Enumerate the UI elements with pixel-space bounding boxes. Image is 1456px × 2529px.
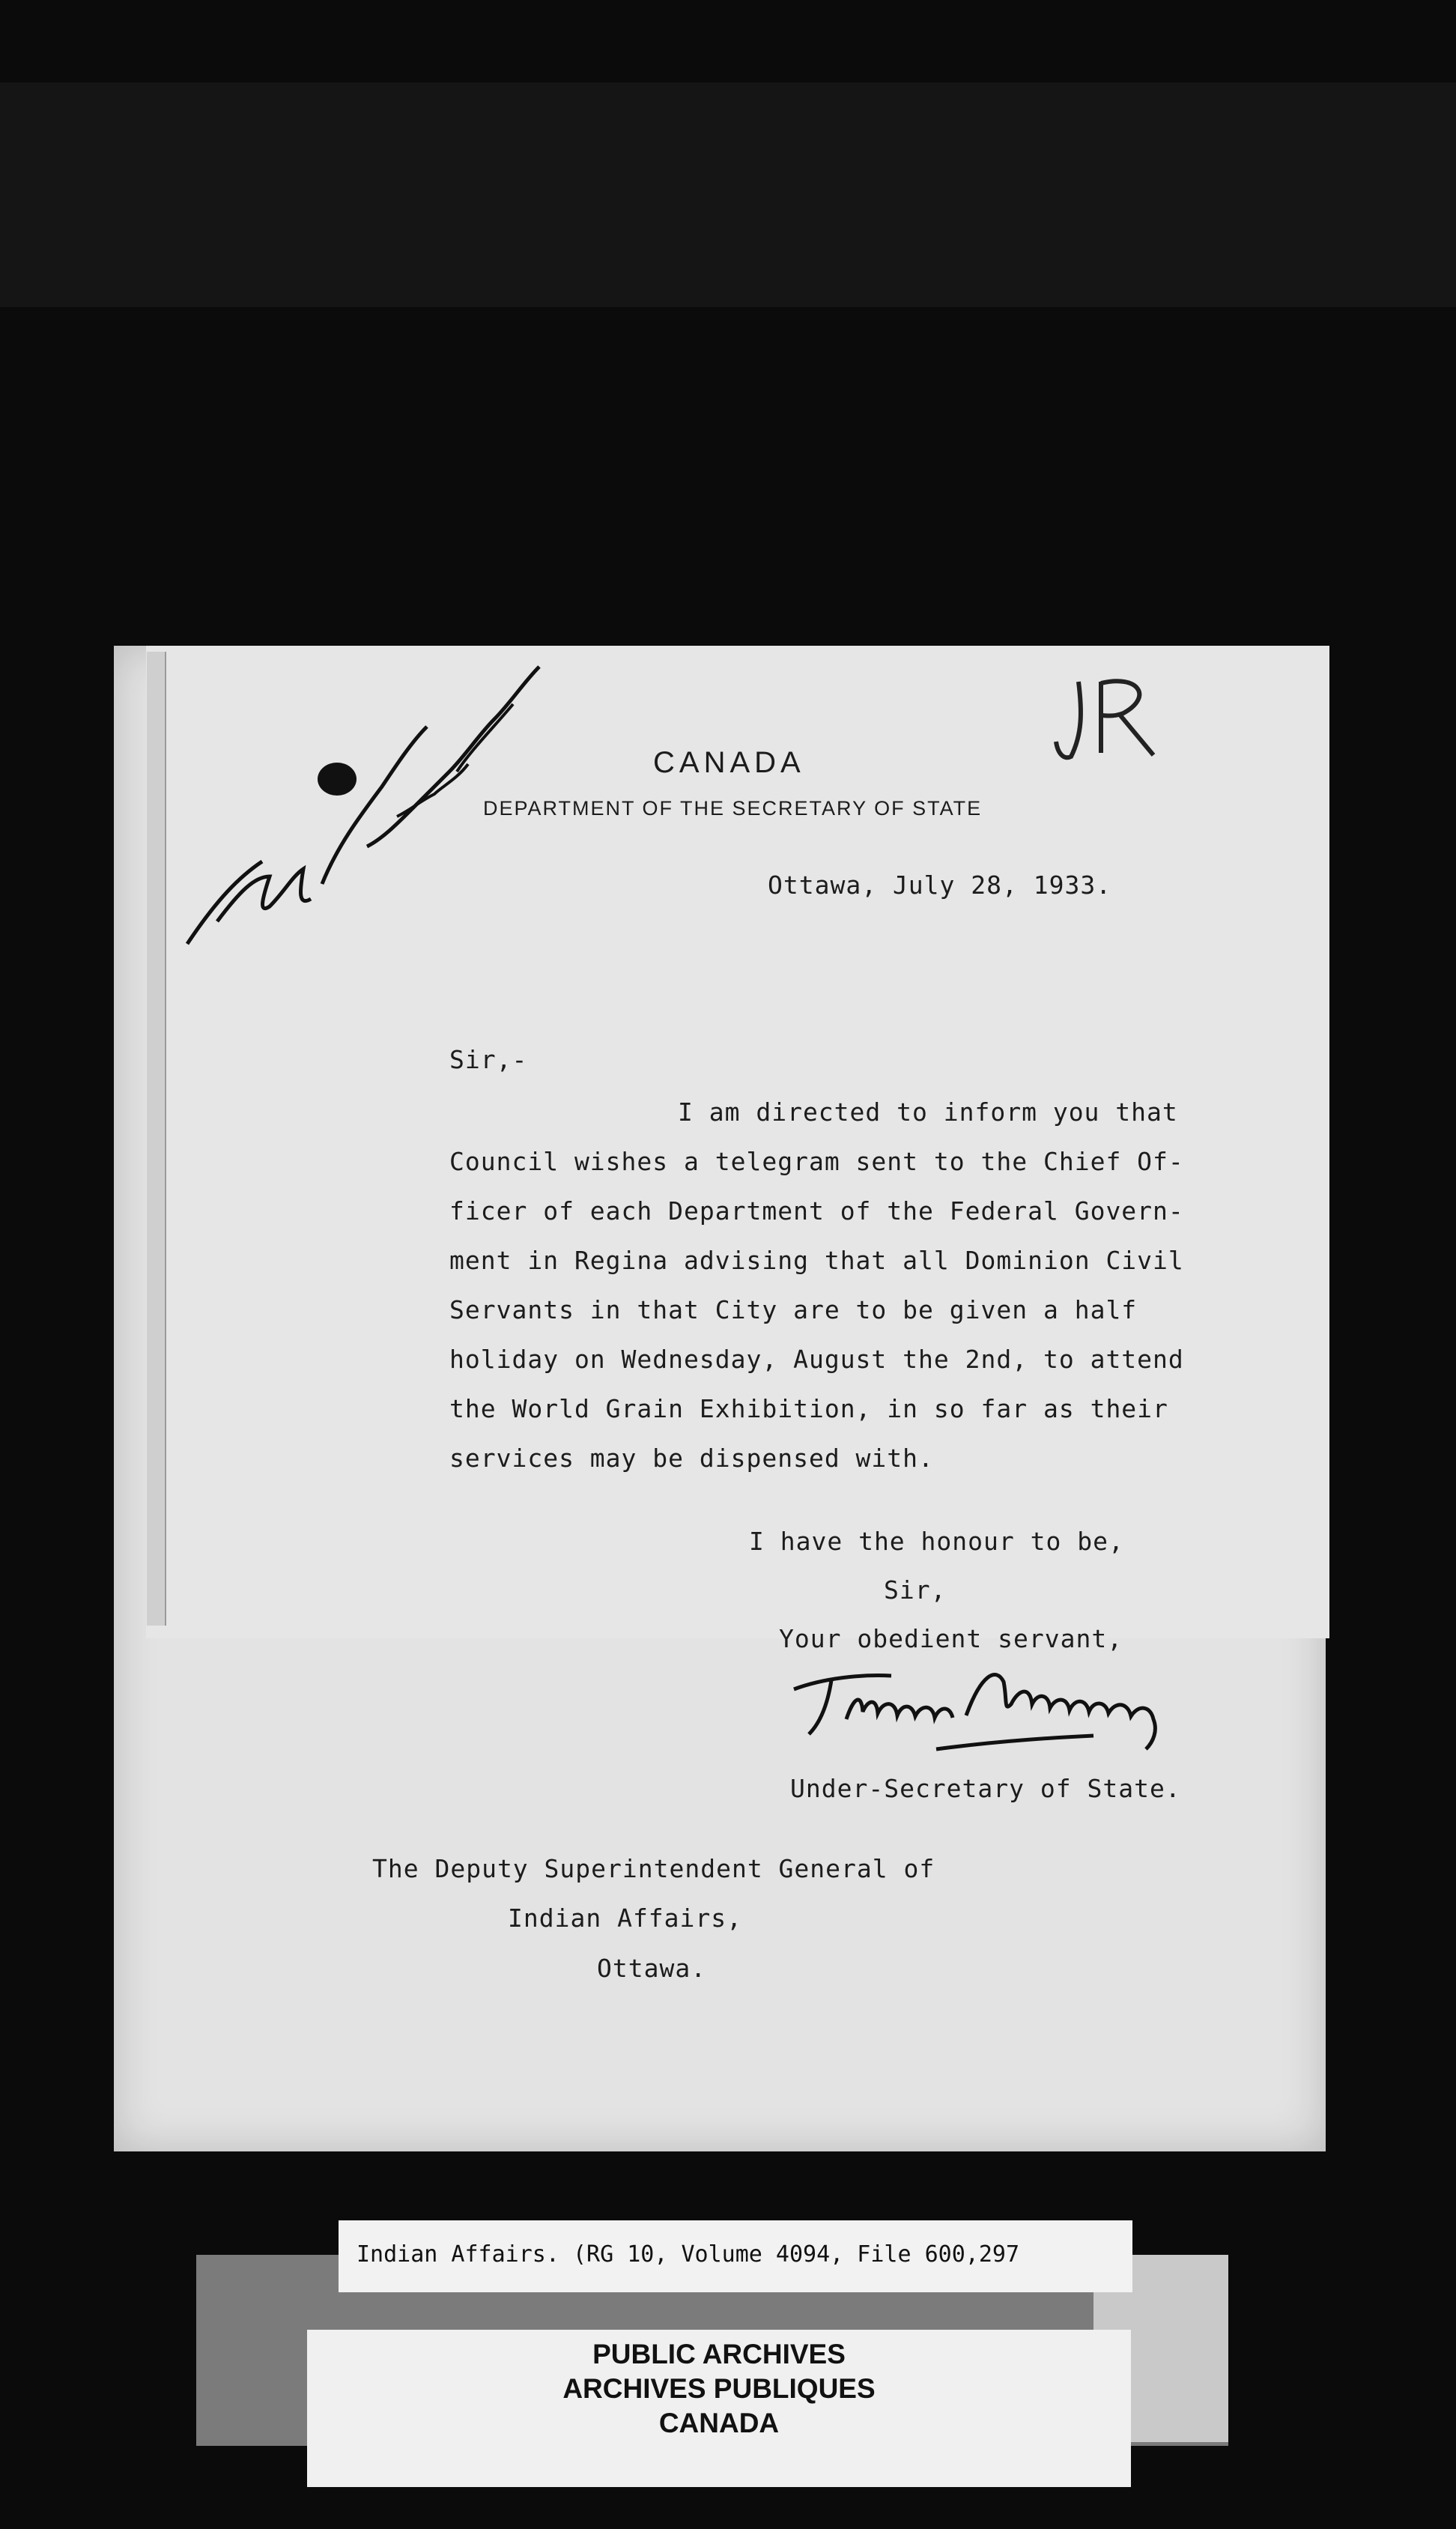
initials-annotation (1049, 667, 1176, 772)
closing-line: Your obedient servant, (779, 1624, 1123, 1653)
body-line: Servants in that City are to be given a half (449, 1295, 1138, 1324)
signer-title: Under-Secretary of State. (790, 1774, 1181, 1803)
closing-line: I have the honour to be, (749, 1527, 1124, 1556)
archive-reference: Indian Affairs. (RG 10, Volume 4094, File 600,297 (357, 2241, 1020, 2268)
closing-line: Sir, (884, 1575, 947, 1605)
archive-reference-card (339, 2220, 1132, 2292)
recipient-line: Indian Affairs, (508, 1903, 743, 1933)
body-line: ment in Regina advising that all Dominion Civil (449, 1246, 1184, 1275)
letterhead-department: DEPARTMENT OF THE SECRETARY OF STATE (483, 797, 983, 820)
signature (779, 1659, 1213, 1757)
body-line: Council wishes a telegram sent to the Chief Of- (449, 1147, 1184, 1176)
torn-left-edge (147, 652, 166, 1626)
body-line: holiday on Wednesday, August the 2nd, to attend (449, 1345, 1184, 1374)
body-line: services may be dispensed with. (449, 1444, 934, 1473)
stamp-line: ARCHIVES PUBLIQUES (562, 2373, 876, 2404)
letterhead-country: CANADA (653, 746, 805, 779)
body-line: the World Grain Exhibition, in so far as their (449, 1394, 1168, 1423)
salutation: Sir,- (449, 1045, 528, 1074)
stamp-line: PUBLIC ARCHIVES (592, 2339, 846, 2369)
recipient-line: Ottawa. (597, 1954, 707, 1983)
dateline: Ottawa, July 28, 1933. (768, 870, 1112, 900)
film-band (0, 82, 1456, 307)
stamp-line: CANADA (658, 2408, 780, 2438)
body-line: ficer of each Department of the Federal Govern- (449, 1196, 1184, 1226)
body-line: I am directed to inform you that (678, 1097, 1178, 1127)
recipient-line: The Deputy Superintendent General of (372, 1854, 935, 1883)
archive-stamp (307, 2330, 1131, 2487)
